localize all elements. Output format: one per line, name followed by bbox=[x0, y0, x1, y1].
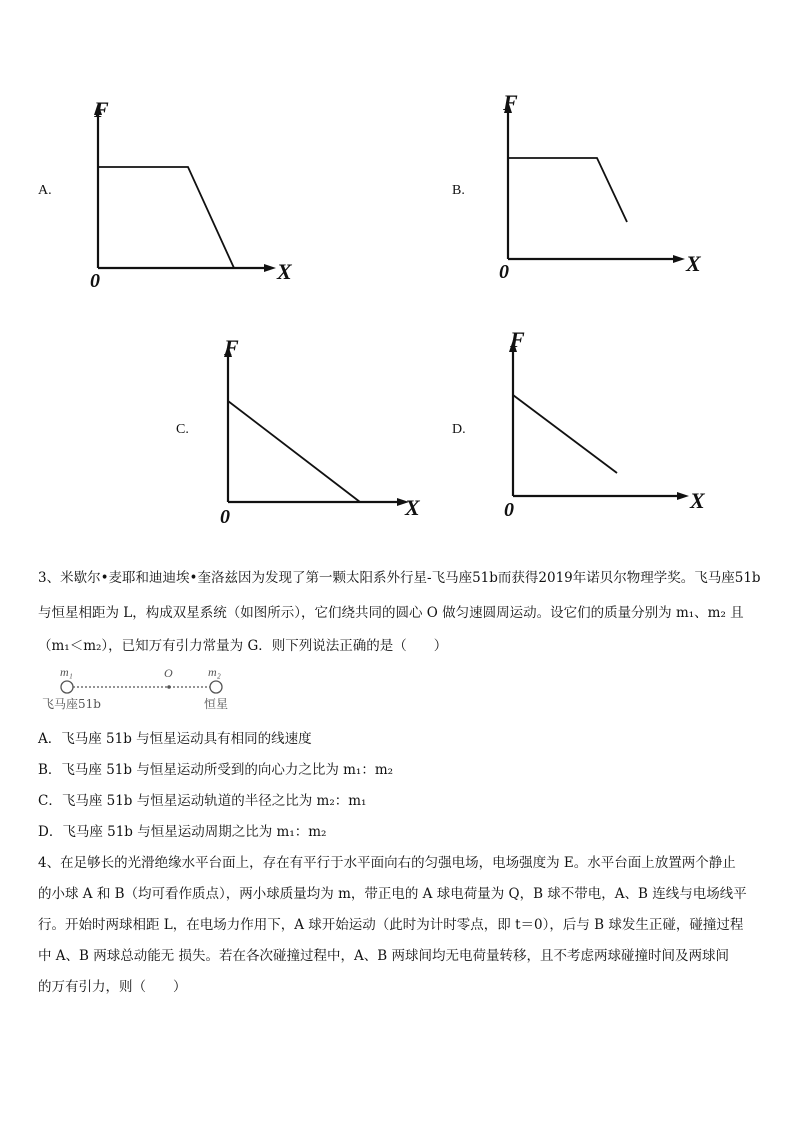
graph-a-origin: 0 bbox=[90, 270, 100, 292]
q3-option-c: C．飞马座 51b 与恒星运动轨道的半径之比为 m₂：m₁ bbox=[38, 793, 367, 809]
figure-m1-label: m₁ bbox=[60, 665, 73, 679]
graph-b-svg bbox=[490, 88, 720, 288]
q3-option-d: D．飞马座 51b 与恒星运动周期之比为 m₁：m₂ bbox=[38, 824, 327, 840]
graph-c-origin: 0 bbox=[220, 506, 230, 528]
graph-d-curve bbox=[513, 395, 617, 473]
graph-d-x-label: X bbox=[690, 488, 705, 513]
q3-option-b: B．飞马座 51b 与恒星运动所受到的向心力之比为 m₁：m₂ bbox=[38, 762, 394, 778]
figure-m2-label: m₂ bbox=[208, 665, 221, 679]
binary-star-figure bbox=[38, 664, 258, 714]
graph-d-x-arrow bbox=[677, 492, 689, 500]
q3-option-a: A．飞马座 51b 与恒星运动具有相同的线速度 bbox=[38, 731, 312, 747]
q4-stem-line-3: 行。开始时两球相距 L，在电场力作用下，A 球开始运动（此时为计时零点，即 t＝0），后与 B 球发生正碰，碰撞过程 bbox=[38, 917, 744, 933]
graph-b-f-label: F bbox=[503, 90, 518, 115]
option-b-label: B. bbox=[452, 183, 465, 198]
graph-d-f-label: F bbox=[510, 327, 525, 352]
graph-d bbox=[495, 325, 725, 525]
graph-b-origin: 0 bbox=[499, 261, 509, 283]
graph-d-svg bbox=[495, 325, 725, 525]
graph-a bbox=[80, 95, 300, 295]
graph-c-x-label: X bbox=[405, 495, 420, 520]
q4-stem-line-5: 的万有引力，则（ ） bbox=[38, 979, 187, 995]
graph-a-f-label: F bbox=[94, 97, 109, 122]
graph-c-svg bbox=[210, 330, 430, 530]
figure-planet-name: 飞马座51b bbox=[42, 697, 101, 711]
star-circle bbox=[210, 681, 222, 693]
graph-b-curve bbox=[508, 158, 627, 222]
graph-a-svg bbox=[80, 95, 300, 295]
binary-star-svg bbox=[38, 664, 258, 714]
graph-a-x-label: X bbox=[277, 259, 292, 284]
graph-b-x-arrow bbox=[673, 255, 685, 263]
option-d-label: D. bbox=[452, 422, 466, 437]
q4-stem-line-1: 4、在足够长的光滑绝缘水平台面上，存在有平行于水平面向右的匀强电场，电场强度为 E。水平台面上放置两个静止 bbox=[38, 855, 736, 871]
graph-b-x-label: X bbox=[686, 251, 701, 276]
graph-a-x-arrow bbox=[264, 264, 276, 272]
center-o-dot bbox=[167, 685, 171, 689]
graph-d-origin: 0 bbox=[504, 499, 514, 521]
graph-c-curve bbox=[228, 401, 360, 502]
option-a-label: A. bbox=[38, 183, 52, 198]
q4-stem-line-2: 的小球 A 和 B（均可看作质点），两小球质量均为 m，带正电的 A 球电荷量为 Q，B 球不带电，A、B 连线与电场线平 bbox=[38, 886, 747, 902]
option-c-label: C. bbox=[176, 422, 189, 437]
graph-b bbox=[490, 88, 720, 288]
q3-stem-line-2: 与恒星相距为 L，构成双星系统（如图所示），它们绕共同的圆心 O 做匀速圆周运动。设它们的质量分别为 m₁、m₂ 且 bbox=[38, 605, 744, 621]
graph-c-f-label: F bbox=[224, 335, 239, 360]
figure-o-label: O bbox=[164, 666, 173, 680]
figure-star-name: 恒星 bbox=[204, 697, 229, 711]
q4-stem-line-4: 中 A、B 两球总动能无 损失。若在各次碰撞过程中，A、B 两球间均无电荷量转移，且不考虑两球碰撞时间及两球间 bbox=[38, 948, 730, 964]
planet-circle bbox=[61, 681, 73, 693]
graph-a-curve bbox=[98, 167, 234, 268]
q3-stem-line-1: 3、米歇尔•麦耶和迪迪埃•奎洛兹因为发现了第一颗太阳系外行星-飞马座51b而获得2019年诺贝尔物理学奖。飞马座51b bbox=[38, 570, 761, 586]
q3-stem-line-3: （m₁＜m₂），已知万有引力常量为 G．则下列说法正确的是（ ） bbox=[38, 638, 448, 654]
graph-c bbox=[210, 330, 430, 530]
